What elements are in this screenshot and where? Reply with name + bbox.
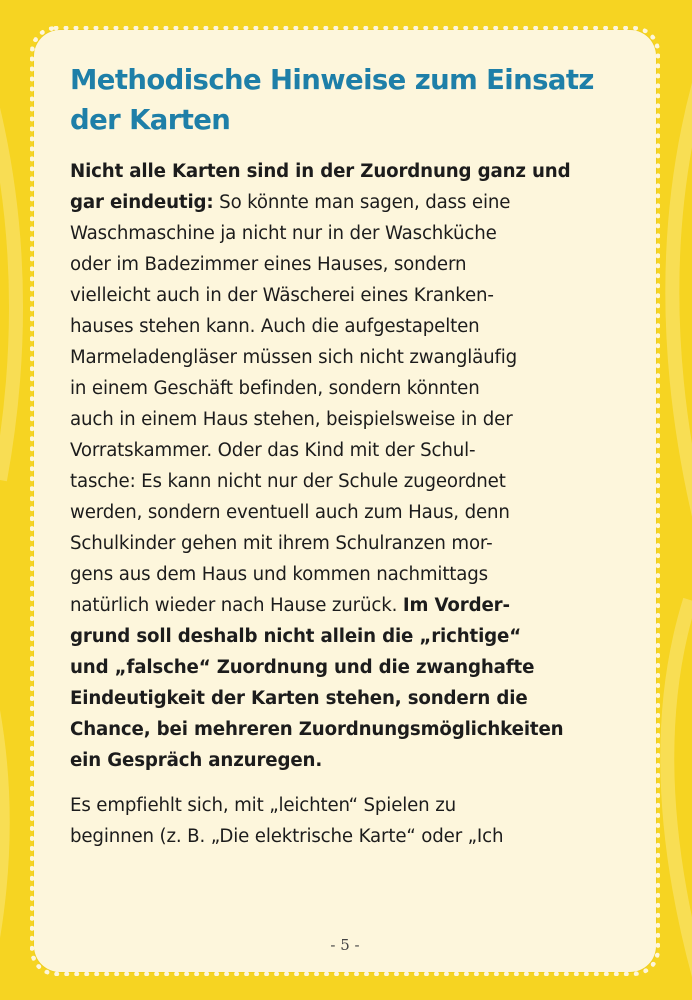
bold-lead: gar eindeutig: [70, 192, 214, 213]
text-line: gens aus dem Haus und kommen nachmittags [70, 564, 489, 585]
title-line-2: der Karten [70, 104, 231, 136]
text-line: und „falsche“ Zuordnung und die zwanghafte [70, 657, 535, 678]
text-line: Es empfiehlt sich, mit „leichten“ Spielen zu [70, 795, 456, 816]
page-number: - 5 - [330, 936, 360, 954]
text-run: So könnte man sagen, dass eine [213, 192, 511, 213]
text-line: Eindeutigkeit der Karten stehen, sondern die [70, 688, 528, 709]
text-line: grund soll deshalb nicht allein die „richtige“ [70, 626, 522, 647]
text-line: tasche: Es kann nicht nur der Schule zugeordnet [70, 471, 506, 492]
paragraph-2 [70, 790, 626, 852]
text-line: Nicht alle Karten sind in der Zuordnung ganz und [70, 161, 571, 182]
text-line: werden, sondern eventuell auch zum Haus, denn [70, 502, 510, 523]
text-line: auch in einem Haus stehen, beispielsweise in der [70, 409, 513, 430]
text-line: Marmeladengläser müssen sich nicht zwangläufig [70, 347, 518, 368]
text-line: in einem Geschäft befinden, sondern könnten [70, 378, 480, 399]
paragraph-1 [70, 156, 626, 776]
text-line: Waschmaschine ja nicht nur in der Waschküche [70, 223, 497, 244]
text-line: ein Gespräch anzuregen. [70, 750, 323, 771]
bold-run: Im Vorder- [402, 595, 510, 616]
content-card [34, 30, 656, 972]
page-title [70, 60, 626, 140]
text-run: natürlich wieder nach Hause zurück. [70, 595, 403, 616]
text-line: Schulkinder gehen mit ihrem Schulranzen mor- [70, 533, 493, 554]
text-line [70, 187, 626, 218]
text-line: hauses stehen kann. Auch die aufgestapelten [70, 316, 480, 337]
text-line: beginnen (z. B. „Die elektrische Karte“ oder „Ich [70, 826, 504, 847]
title-line-1: Methodische Hinweise zum Einsatz [70, 64, 594, 96]
text-line: Chance, bei mehreren Zuordnungsmöglichkeiten [70, 719, 564, 740]
text-line: Vorratskammer. Oder das Kind mit der Schul- [70, 440, 476, 461]
text-line: oder im Badezimmer eines Hauses, sondern [70, 254, 467, 275]
text-line: vielleicht auch in der Wäscherei eines Kranken- [70, 285, 494, 306]
text-line [70, 590, 626, 621]
